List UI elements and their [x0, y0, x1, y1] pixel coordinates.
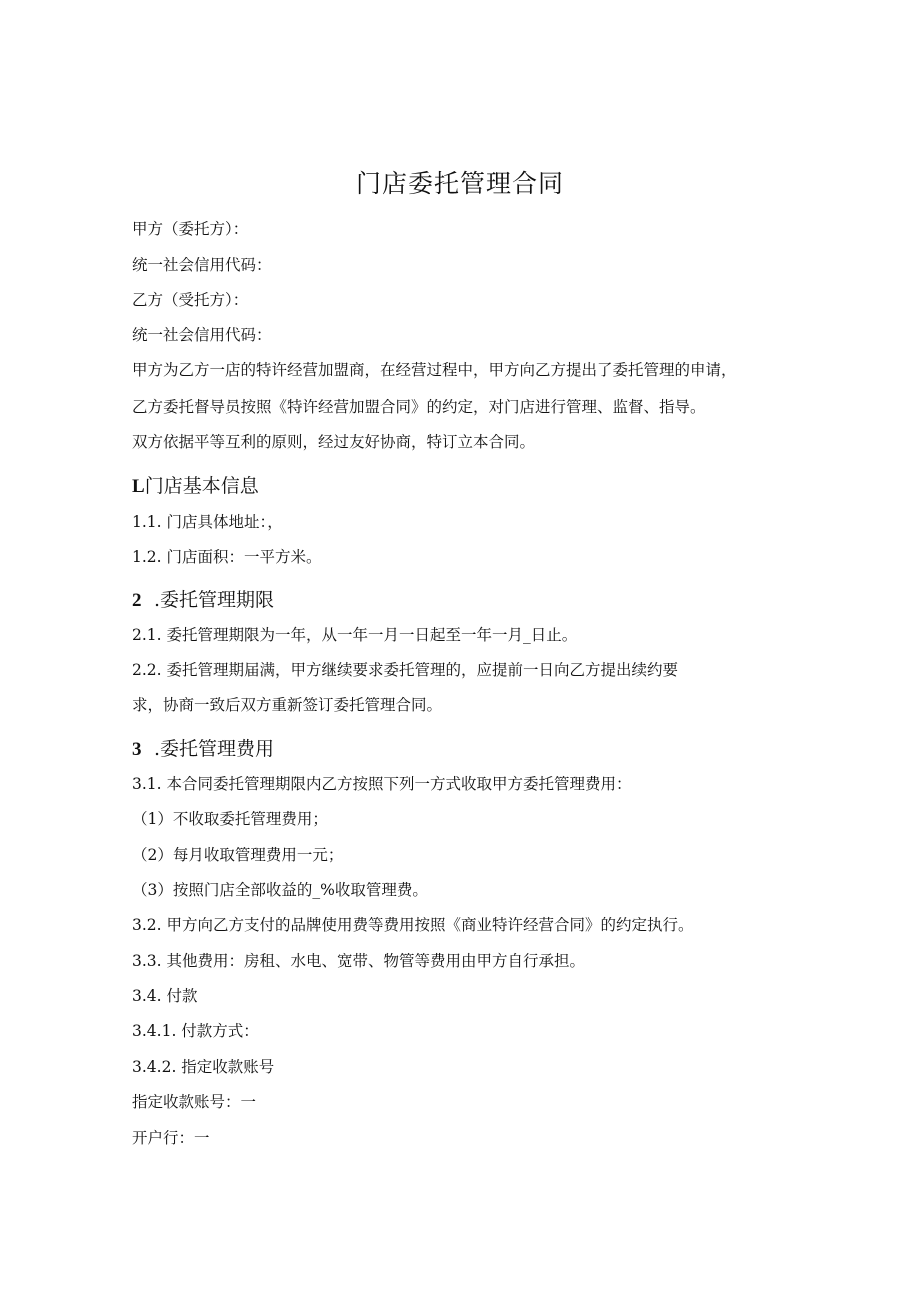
section-number: 3	[132, 739, 142, 760]
clause-line: 3.4. 付款	[132, 987, 198, 1005]
clause-line: 1.1. 门店具体地址：，	[132, 513, 283, 531]
section-number: 2	[132, 590, 142, 611]
party-a-line: 甲方（委托方）：	[132, 220, 249, 238]
clause-line: 2.1. 委托管理期限为一年，从一年一月一日起至一年一月_日止。	[132, 626, 578, 644]
section-title: .委托管理费用	[154, 738, 275, 760]
clause-line: 3.1. 本合同委托管理期限内乙方按照下列一方式收取甲方委托管理费用：	[132, 775, 632, 793]
credit-code-a-line: 统一社会信用代码：	[132, 256, 272, 274]
section-heading-basic-info	[132, 473, 259, 500]
clause-line: 3.4.1. 付款方式：	[132, 1022, 259, 1040]
intro-paragraph-line: 乙方委托督导员按照《特许经营加盟合同》的约定，对门店进行管理、监督、指导。	[132, 398, 706, 416]
clause-line: 3.4.2. 指定收款账号	[132, 1058, 275, 1076]
intro-paragraph-line: 双方依据平等互利的原则，经过友好协商，特订立本合同。	[132, 433, 536, 451]
clause-line: 3.3. 其他费用：房租、水电、宽带、物管等费用由甲方自行承担。	[132, 952, 586, 970]
section-title: .委托管理期限	[154, 589, 275, 611]
party-b-line: 乙方（受托方）：	[132, 291, 249, 309]
section-title: 门店基本信息	[144, 475, 259, 497]
credit-code-b-line: 统一社会信用代码：	[132, 326, 272, 344]
clause-line: （1）不收取委托管理费用；	[132, 810, 328, 828]
section-number: L	[132, 476, 145, 497]
clause-line: 2.2. 委托管理期届满，甲方继续要求委托管理的，应提前一日向乙方提出续约要	[132, 661, 679, 679]
clause-line: 开户行：一	[132, 1129, 210, 1147]
clause-line: 指定收款账号：一	[132, 1093, 257, 1111]
clause-line: （2）每月收取管理费用一元；	[132, 846, 344, 864]
clause-line: （3）按照门店全部收益的_%收取管理费。	[132, 881, 428, 899]
section-heading-fees	[132, 736, 274, 763]
document-title: 门店委托管理合同	[355, 169, 564, 198]
clause-line: 1.2. 门店面积：一平方米。	[132, 548, 322, 566]
section-heading-term	[132, 587, 274, 614]
clause-line: 求，协商一致后双方重新签订委托管理合同。	[132, 696, 443, 714]
clause-line: 3.2. 甲方向乙方支付的品牌使用费等费用按照《商业特许经营合同》的约定执行。	[132, 916, 694, 934]
intro-paragraph-line: 甲方为乙方一店的特许经营加盟商，在经营过程中，甲方向乙方提出了委托管理的申请，	[132, 361, 737, 379]
